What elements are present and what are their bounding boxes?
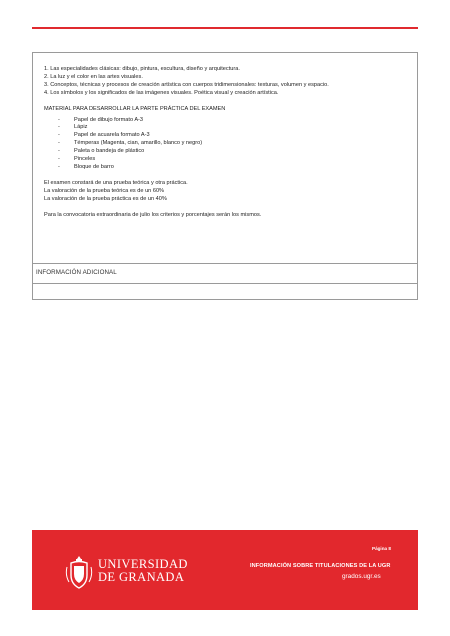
topics-list bbox=[44, 66, 411, 98]
material-item: - Papel de dibujo formato A-3 bbox=[44, 117, 411, 125]
material-item: - Papel de acuarela formato A-3 bbox=[44, 132, 411, 140]
practice-weight-line: La valoración de la prueba práctica es de un 40% bbox=[44, 195, 167, 202]
topic-item: 4. Los símbolos y los significados de las imágenes visuales. Poética visual y creación artística. bbox=[44, 89, 279, 96]
material-item: - Bloque de barro bbox=[44, 164, 411, 172]
page-number: Página 8 bbox=[372, 546, 391, 551]
header-rule bbox=[32, 27, 418, 29]
section-divider bbox=[33, 283, 417, 284]
topic-item: 2. La luz y el color en las artes visuales. bbox=[44, 73, 143, 80]
university-name-line2: DE GRANADA bbox=[98, 570, 185, 584]
topic-item: 3. Conceptos, técnicas y procesos de creación artística con cuerpos tridimensionales: texturas, volumen y espacio. bbox=[44, 81, 329, 88]
university-name-line1: UNIVERSIDAD bbox=[98, 557, 188, 571]
course-info-box bbox=[32, 52, 418, 300]
convocatoria-note: Para la convocatoria extraordinaria de julio los criterios y porcentajes serán los mismos. bbox=[44, 211, 262, 218]
university-crest-icon bbox=[65, 555, 93, 589]
exam-structure-line: El examen constará de una prueba teórica y otra práctica. bbox=[44, 179, 188, 186]
section-divider bbox=[33, 263, 417, 264]
topic-item: 1. Las especialidades clásicas: dibujo, pintura, escultura, diseño y arquitectura. bbox=[44, 66, 240, 72]
additional-info-heading: INFORMACIÓN ADICIONAL bbox=[36, 269, 117, 276]
material-item: - Pinceles bbox=[44, 156, 411, 164]
materials-heading: MATERIAL PARA DESARROLLAR LA PARTE PRÁCTICA DEL EXAMEN bbox=[44, 105, 226, 112]
theory-weight-line: La valoración de la prueba teórica es de un 60% bbox=[44, 187, 165, 194]
footer-site-link[interactable]: grados.ugr.es bbox=[342, 573, 381, 580]
materials-list bbox=[44, 117, 411, 172]
footer-banner bbox=[32, 530, 418, 610]
material-item: - Lápiz bbox=[44, 124, 411, 132]
content-area bbox=[44, 66, 411, 220]
material-item: - Témperas (Magenta, cian, amarillo, blanco y negro) bbox=[44, 140, 411, 148]
material-item: - Paleta o bandeja de plástico bbox=[44, 148, 411, 156]
footer-info-title: INFORMACIÓN SOBRE TITULACIONES DE LA UGR bbox=[250, 563, 391, 569]
